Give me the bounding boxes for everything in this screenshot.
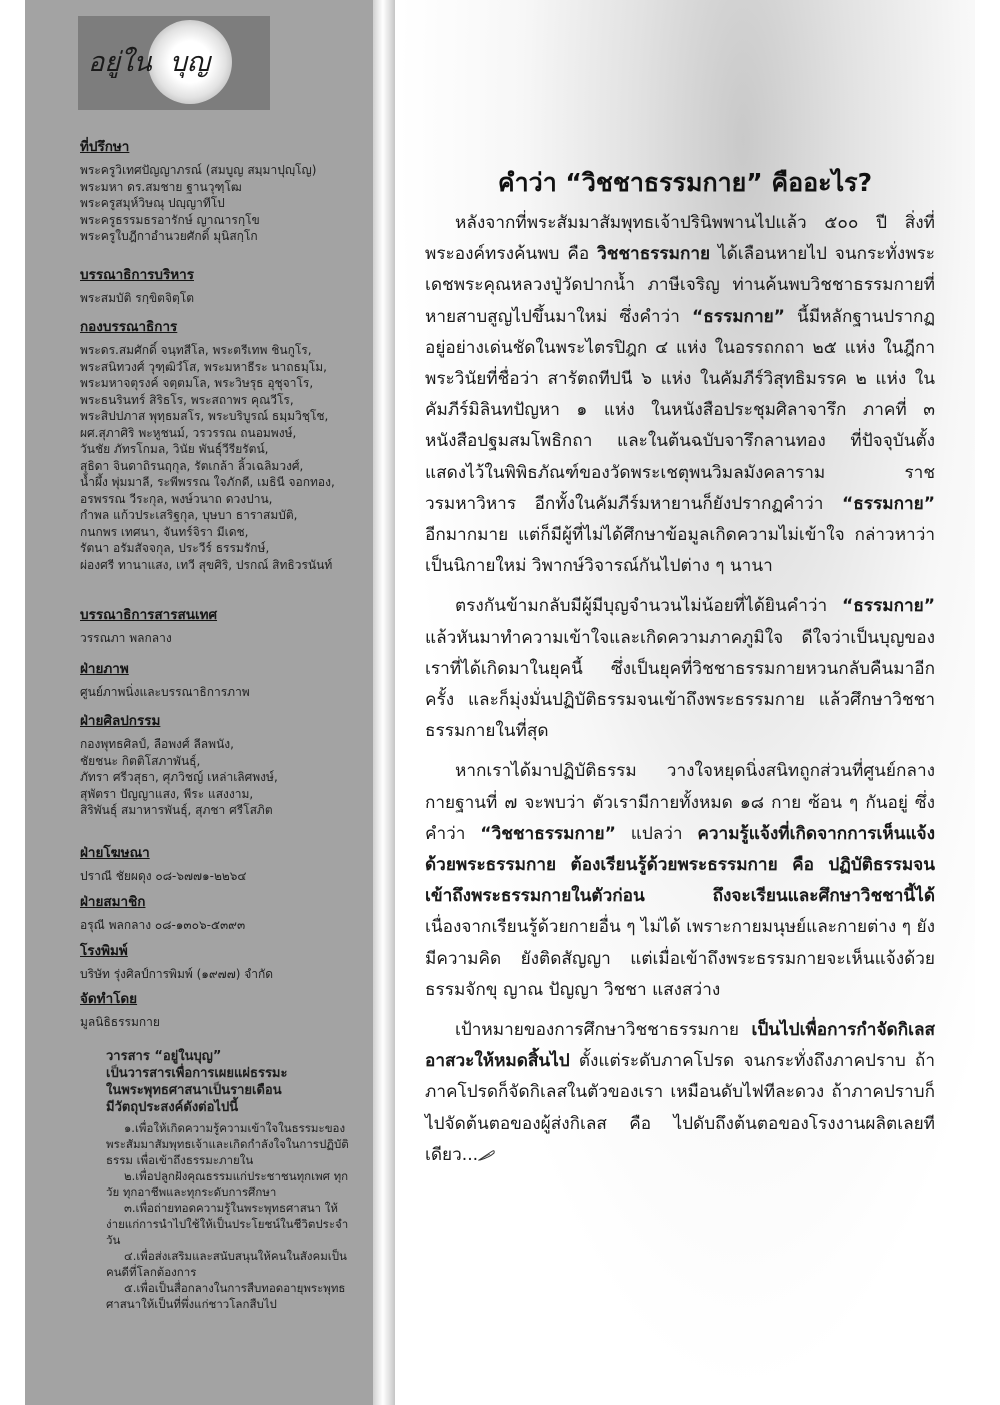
producer-heading: จัดทำโดย: [80, 991, 138, 1007]
photo-section: [80, 660, 350, 701]
intro-line: มีวัตถุประสงค์ดังต่อไปนี้: [106, 1100, 239, 1115]
article-body: [425, 208, 935, 1180]
magazine-intro-title: [106, 1048, 350, 1116]
spine-shadow: [373, 0, 395, 1405]
managing-editor-name: พระสมบัติ รกฺขิตจิตฺโต: [80, 291, 195, 305]
art-line: ภัทรา ศรีวสุธา, ศุภวิชญ์ เหล่าเลิศพงษ์,: [80, 770, 278, 784]
text-run: เป้าหมายของการศึกษาวิชชาธรรมกาย: [455, 1020, 752, 1041]
editorial-line: ผศ.สุภาศิริ พะหูชนม์, วรวรรณ ถนอมพงษ์,: [80, 425, 297, 440]
intro-line: วารสาร “อยู่ในบุญ”: [106, 1049, 222, 1064]
article-paragraph: [425, 1015, 935, 1171]
advisor-line: พระมหา ดร.สมชาย ฐานวุฑฺโฒ: [80, 179, 242, 194]
producer-line: มูลนิธิธรรมกาย: [80, 1015, 160, 1029]
objectives-list: [106, 1120, 350, 1312]
text-run: ได้เลือนหายไป จนกระทั่งพระเดชพระคุณหลวงปู่วัดปากน้ำ ภาษีเจริญ ท่านค้นพบวิชชาธรรมกายที่หายสาบสูญไปขึ้นมาใหม่ ซึ่งคำว่า: [425, 244, 935, 327]
printing-section: [80, 942, 350, 983]
quill-pen-icon: [478, 1149, 496, 1161]
editorial-line: สุธิดา จินดาถิรนฤกุล, รัตเกล้า ลิ้วเฉลิมวงศ์,: [80, 458, 304, 473]
editorial-line: พระมหาจตุรงค์ จตฺตมโล, พระวิษรุธ อุชุจาโร,: [80, 376, 314, 390]
photo-line: ศูนย์ภาพนิ่งและบรรณาธิการภาพ: [80, 685, 250, 699]
magazine-intro: [106, 1048, 350, 1116]
bold-term: “ธรรมกาย”: [841, 493, 935, 514]
intro-line: ในพระพุทธศาสนาเป็นรายเดือน: [106, 1083, 282, 1098]
bold-term: วิชชาธรรมกาย: [597, 244, 711, 265]
editorial-board-heading: กองบรรณาธิการ: [80, 319, 178, 335]
bold-term: “ธรรมกาย”: [841, 596, 935, 617]
bold-phrase: ความรู้แจ้งที่เกิดจากการเห็นแจ้งด้วยพระธรรมกาย ต้องเรียนรู้ด้วยพระธรรมกาย คือ ปฏิบัติธรรมจนเข้าถึงพระธรรมกายในตัวก่อน ถึงจะเรียนและศึกษาวิชชานี้ได้: [425, 823, 935, 907]
text-run: แปลว่า: [615, 823, 698, 844]
info-editor-section: [80, 606, 350, 647]
advisor-line: พระครูสมุห์วิษณุ ปญฺญาทีโป: [80, 196, 225, 210]
intro-line: เป็นวารสารเพื่อการเผยแผ่ธรรมะ: [106, 1066, 288, 1081]
art-line: ชัยชนะ กิตติโสภาพันธุ์,: [80, 753, 201, 768]
editorial-line: ผ่องศรี ทานาแสง, เทวี สุขศิริ, ปรกณ์ สิทธิวรนันท์: [80, 557, 333, 572]
magazine-logo: [78, 16, 270, 110]
article-title: คำว่า “วิชชาธรรมกาย” คืออะไร?: [497, 168, 873, 197]
objective-item: ๒.เพื่อปลูกฝังคุณธรรมแก่ประชาชนทุกเพศ ทุกวัย ทุกอาชีพและทุกระดับการศึกษา: [106, 1169, 349, 1199]
membership-heading: ฝ่ายสมาชิก: [80, 894, 146, 910]
advisors-section: [80, 138, 350, 245]
advertising-heading: ฝ่ายโฆษณา: [80, 845, 150, 861]
photo-heading: ฝ่ายภาพ: [80, 661, 129, 677]
editorial-line: พระดร.สมศักดิ์ จนฺทสีโล, พระตรีเทพ ชินกูโร,: [80, 343, 312, 357]
printing-heading: โรงพิมพ์: [80, 943, 128, 959]
text-run: แล้วหันมาทำความเข้าใจและเกิดความภาคภูมิใจ ดีใจว่าเป็นบุญของเราที่ได้เกิดมาในยุคนี้ ซึ่งเป็นยุคที่วิชชาธรรมกายหวนกลับคืนมาอีกครั้ง และก็มุ่งมั่นปฏิบัติธรรมจนเข้าถึงพระธรรมกาย แล้วศึกษาวิชชาธรรมกายในที่สุด: [425, 627, 935, 742]
membership-section: [80, 893, 350, 934]
text-run: อีกมากมาย แต่ก็มีผู้ที่ไม่ได้ศึกษาข้อมูลเกิดความไม่เข้าใจ กล่าวหาว่าเป็นนิกายใหม่ วิพากษ์วิจารณ์กันไปต่าง ๆ นานา: [425, 525, 935, 577]
info-editor-name: วรรณภา พลกลาง: [80, 631, 172, 645]
art-line: สุพัตรา ปัญญาแสง, พีระ แสงงาม,: [80, 786, 254, 801]
text-run: ตรงกันข้ามกลับมีผู้มีบุญจำนวนไม่น้อยที่ได้ยินคำว่า: [455, 596, 842, 617]
editorial-line: กนกพร เทศนา, จันทร์จิรา มีเดช,: [80, 524, 249, 539]
editorial-line: อรพรรณ วีระกุล, พงษ์วนาถ ดวงปาน,: [80, 491, 273, 506]
text-run: หากเราได้มาปฏิบัติธรรม วางใจหยุดนิ่งสนิทถูกส่วนที่ศูนย์กลางกายฐานที่ ๗ จะพบว่า ตัวเรามีกายทั้งหมด ๑๘ กาย ซ้อน ๆ กันอยู่ ซึ่งคำว่า: [425, 761, 935, 844]
bold-term: “ธรรมกาย”: [691, 306, 785, 327]
bold-phrase: เป็นไปเพื่อการกำจัดกิเลสอาสวะให้หมดสิ้นไป: [425, 1020, 935, 1072]
art-heading: ฝ่ายศิลปกรรม: [80, 713, 161, 729]
objective-item: ๑.เพื่อให้เกิดความรู้ความเข้าใจในธรรมะของพระสัมมาสัมพุทธเจ้าและเกิดกำลังใจในการปฏิบัติธรรม เพื่อเข้าถึงธรรมะภายใน: [106, 1121, 349, 1167]
advisor-line: พระครูใบฎีกาอำนวยศักดิ์ มุนิสกฺโก: [80, 229, 258, 243]
editorial-line: พระสนิทวงศ์ วุฑฺฒิวํโส, พระมหาธีระ นาถธมฺโม,: [80, 359, 327, 374]
article-paragraph: [425, 208, 935, 582]
page-margin: [975, 0, 1000, 1405]
advisor-line: พระครูธรรมธรอารักษ์ ญาณารกฺโข: [80, 212, 260, 227]
advertising-section: [80, 844, 350, 885]
advisor-line: พระครูวิเทศปัญญาภรณ์ (สมบูญ สมฺมาปุญฺโญ): [80, 163, 317, 177]
art-line: สิริพันธุ์ สมาหารพันธุ์, สุภชา ศรีโสภิต: [80, 803, 273, 817]
art-section: [80, 712, 350, 819]
advertising-line: ปราณี ชัยผดุง ๐๘-๖๗๗๑-๒๒๖๔: [80, 869, 247, 883]
editorial-line: น้ำผึ้ง พุ่มมาลี, ระพีพรรณ ใจภักดี, เมธินี จอกทอง,: [80, 475, 335, 489]
objective-item: ๓.เพื่อถ่ายทอดความรู้ในพระพุทธศาสนา ให้ง่ายแก่การนำไปใช้ให้เป็นประโยชน์ในชีวิตประจำวัน: [106, 1201, 349, 1247]
bold-term: “วิชชาธรรมกาย”: [480, 823, 616, 844]
managing-editor-section: [80, 266, 350, 307]
objective-item: ๕.เพื่อเป็นสื่อกลางในการสืบทอดอายุพระพุทธศาสนาให้เป็นที่พึ่งแก่ชาวโลกสืบไป: [106, 1281, 346, 1311]
art-line: กองพุทธศิลป์, ลือพงศ์ ลีลพนัง,: [80, 737, 234, 751]
editorial-line: พระสิปปภาส พุทฺธมสโร, พระบริบูรณ์ ธมฺมวิชฺโช,: [80, 409, 329, 423]
editorial-line: รัตนา อรัมสัจจกุล, ประวีร์ ธรรมรักษ์,: [80, 541, 270, 555]
article-paragraph: [425, 756, 935, 1006]
editorial-board-section: [80, 318, 350, 573]
logo-text-moon: บุญ: [169, 47, 210, 78]
advisors-heading: ที่ปรึกษา: [80, 139, 130, 155]
text-run: นี้มีหลักฐานปรากฏอยู่อย่างเด่นชัดในพระไตรปิฎก ๔ แห่ง ในอรรถกถา ๒๕ แห่ง ในฎีกาพระวินัยที่ชื่อว่า สารัตถทีปนี ๖ แห่ง ในคัมภีร์วิสุทธิมรรค ๒ แห่ง ในคัมภีร์มิลินทปัญหา ๑ แห่ง ในหนังสือประชุมศิลาจารึก ภาคที่ ๓ หนังสือปฐมสมโพธิกถา และในต้นฉบับจารึกลานทอง ที่ปัจจุบันตั้งแสดงไว้ในพิพิธภัณฑ์ของวัดพระเชตุพนวิมลมังคลาราม ราชวรมหาวิหาร อีกทั้งในคัมภีร์มหายานก็ยังปรากฏคำว่า: [425, 306, 935, 514]
editorial-line: กำพล แก้วประเสริฐกุล, บุษบา ธาราสมบัติ,: [80, 508, 298, 522]
text-run: หลังจากที่พระสัมมาสัมพุทธเจ้าปรินิพพานไปแล้ว ๕๐๐ ปี สิ่งที่พระองค์ทรงค้นพบ คือ: [425, 213, 935, 265]
text-run: เนื่องจากเรียนรู้ด้วยกายอื่น ๆ ไม่ได้ เพราะกายมนุษย์และกายต่าง ๆ ยังมีความคิด ยังติดสัญญา แต่เมื่อเข้าถึงพระธรรมกายจะเห็นแจ้งด้วยธรรมจักขุ ญาณ ปัญญา วิชชา แสงสว่าง: [425, 917, 935, 1000]
logo-text-left: อยู่ใน: [88, 47, 152, 78]
text-run: ตั้งแต่ระดับภาคโปรด จนกระทั่งถึงภาคปราบ ถ้าภาคโปรดก็จัดกิเลสในตัวของเรา เหมือนดับไฟทีละดวง ถ้าภาคปราบก็ไปจัดต้นตอของผู้ส่งกิเลส คือ ไปดับถึงต้นตอของโรงงานผลิตเลยทีเดียว...: [425, 1051, 935, 1165]
objective-item: ๔.เพื่อส่งเสริมและสนับสนุนให้คนในสังคมเป็นคนดีที่โลกต้องการ: [106, 1249, 347, 1279]
article-paragraph: [425, 591, 935, 747]
producer-section: [80, 990, 350, 1031]
membership-line: อรุณี พลกลาง ๐๘-๑๓๐๖-๕๓๙๓: [80, 918, 246, 932]
logo-text: [88, 40, 210, 83]
info-editor-heading: บรรณาธิการสารสนเทศ: [80, 607, 218, 623]
managing-editor-heading: บรรณาธิการบริหาร: [80, 267, 194, 283]
editorial-line: พระธนรินทร์ สิริธโร, พระสถาพร คุณวีโร,: [80, 392, 294, 407]
editorial-line: วันชัย ภัทรโกมล, วินัย พันธุ์วีรียรัตน์,: [80, 442, 269, 456]
printing-line: บริษัท รุ่งศิลป์การพิมพ์ (๑๙๗๗) จำกัด: [80, 967, 274, 981]
